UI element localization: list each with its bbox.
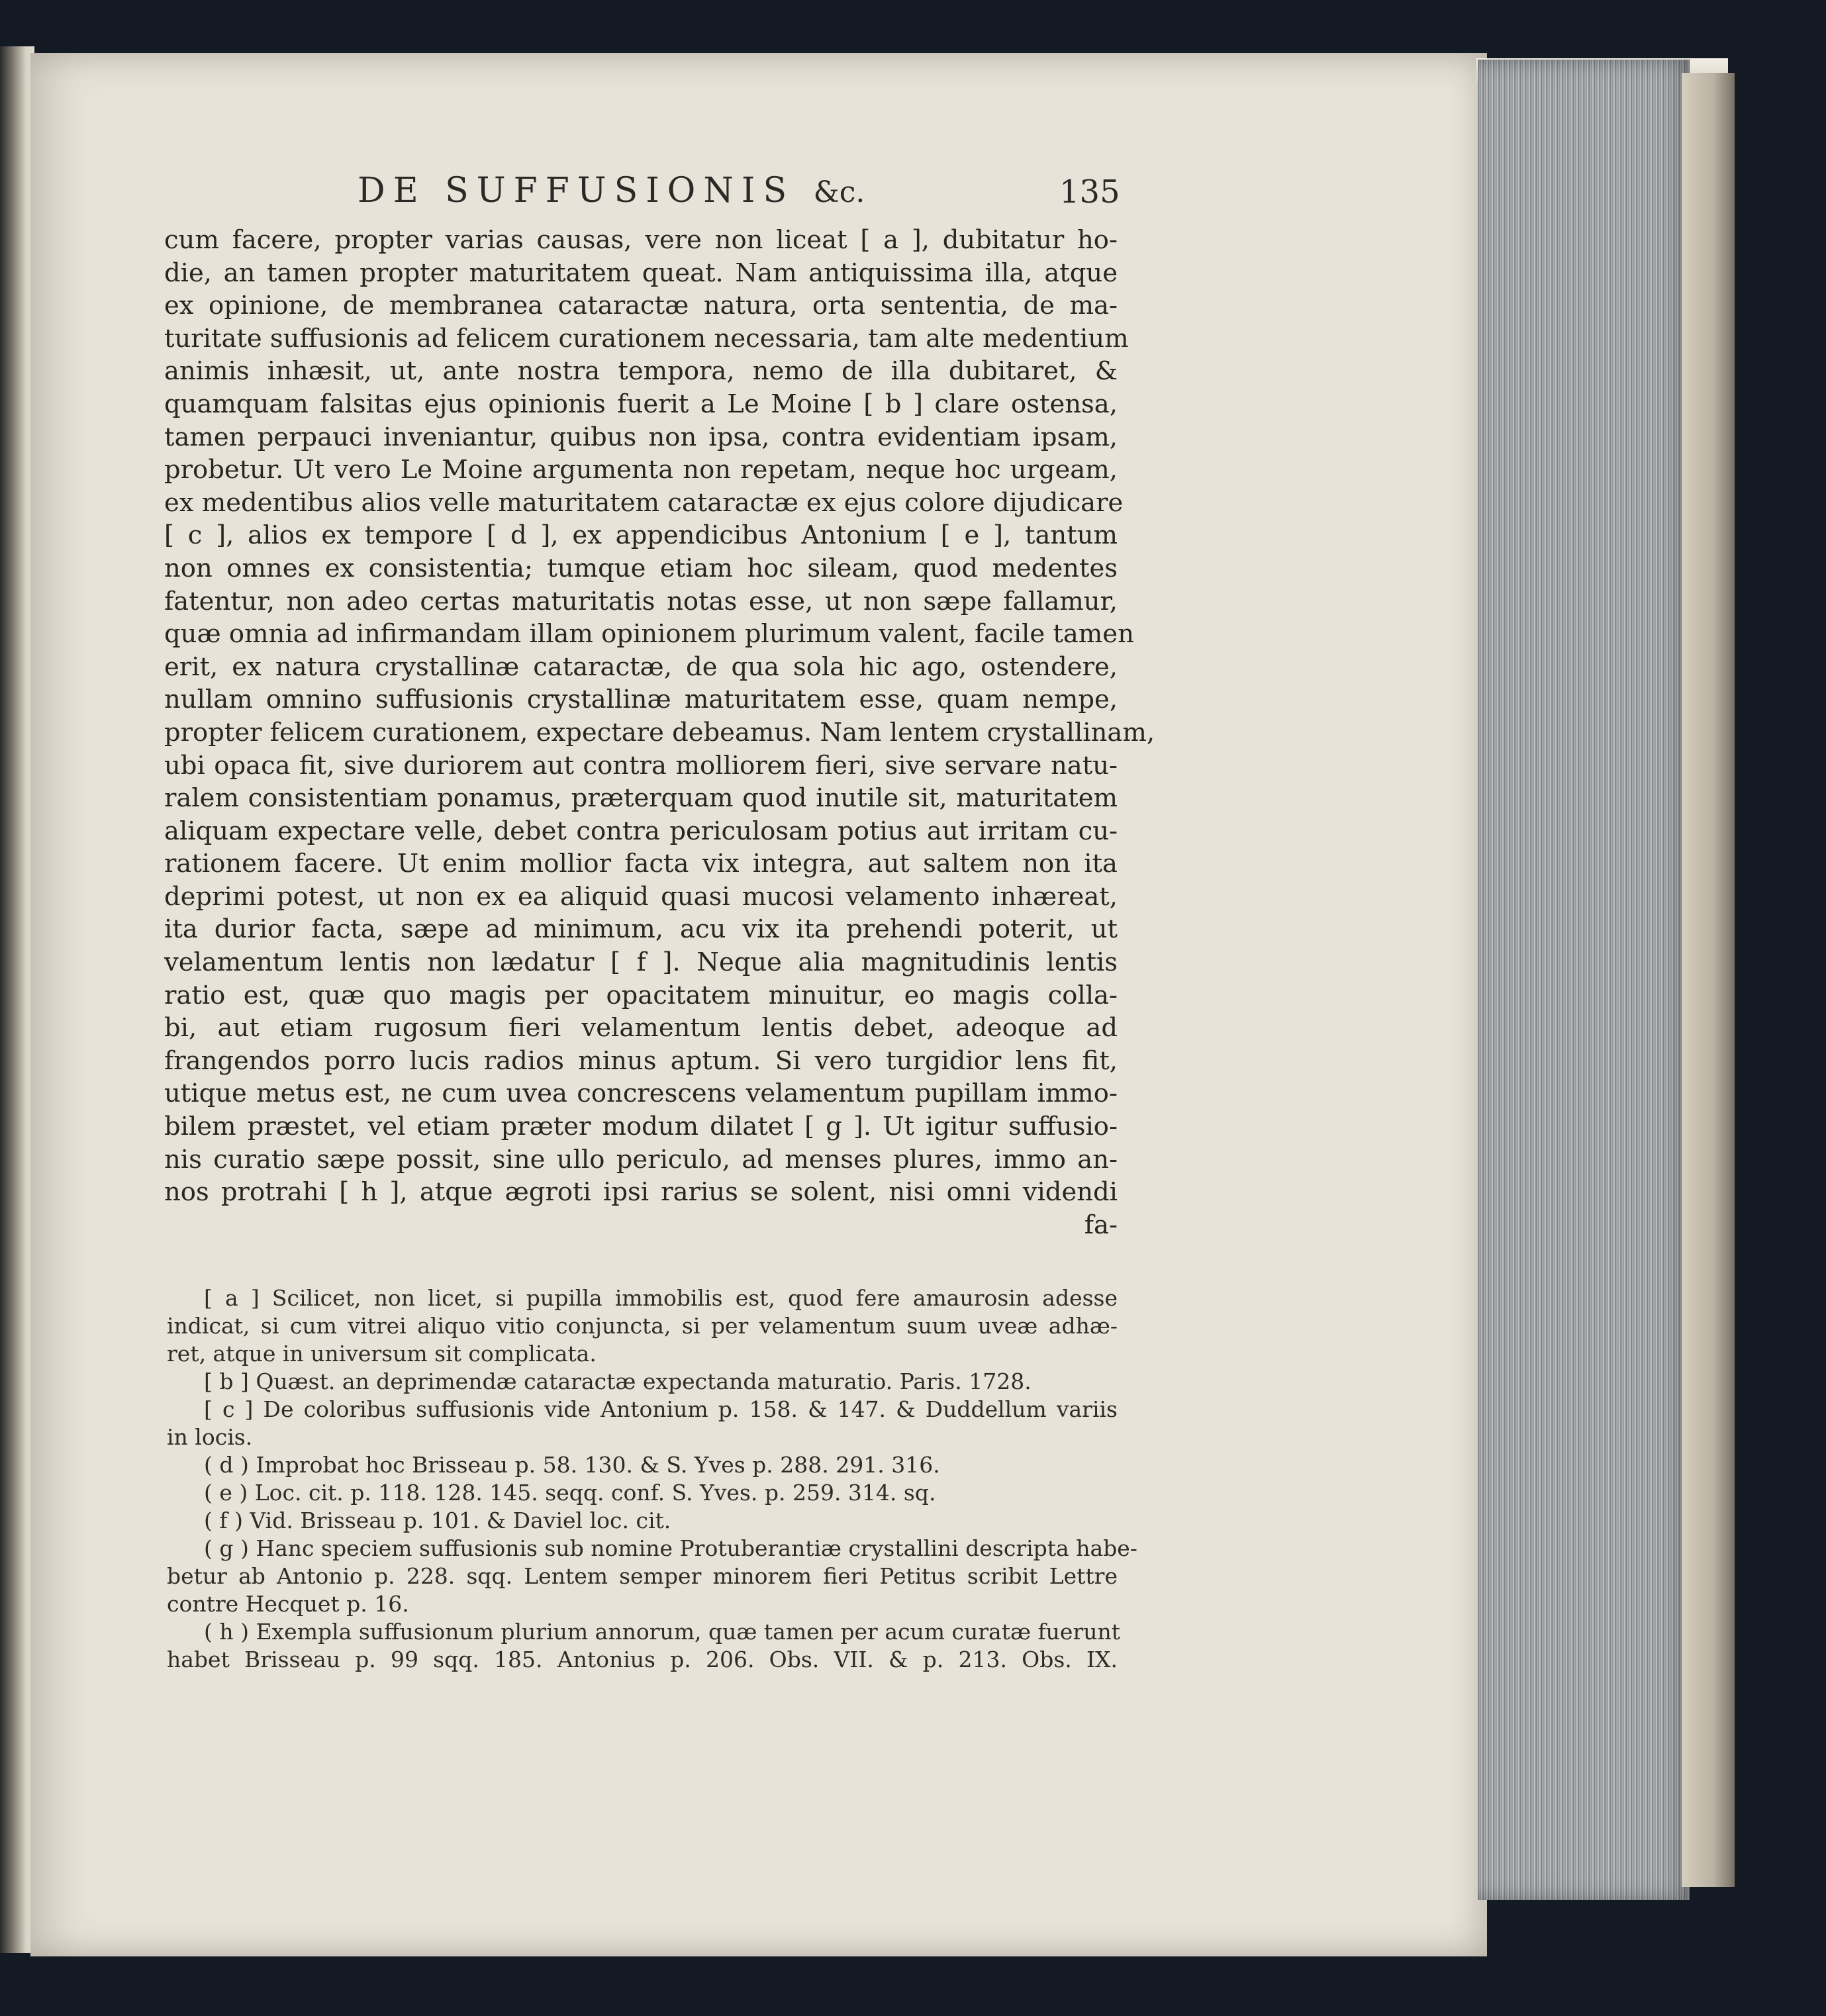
- text-line: ex medentibus alios velle maturitatem cataractæ ex ejus colore dijudicare: [164, 487, 1124, 518]
- text-line: cum facere, propter varias causas, vere non liceat [ a ], dubitatur ho-: [164, 225, 1118, 255]
- page-number: 135: [1059, 173, 1120, 211]
- footnote-line: contre Hecquet p. 16.: [167, 1591, 409, 1617]
- running-header: [358, 171, 1119, 217]
- footnote-line: ( g ) Hanc speciem suffusionis sub nomine Protuberantiæ crystallini descripta habe-: [204, 1535, 1137, 1561]
- footnotes: [167, 1284, 1137, 1674]
- footnote-line: ret, atque in universum sit complicata.: [167, 1341, 597, 1367]
- text-line: quamquam falsitas ejus opinionis fuerit a Le Moine [ b ] clare ostensa,: [164, 389, 1118, 419]
- text-line: nullam omnino suffusionis crystallinæ maturitatem esse, quam nempe,: [164, 685, 1118, 715]
- text-line: frangendos porro lucis radios minus aptum. Si vero turgidior lens fit,: [164, 1045, 1118, 1076]
- book-cover-edge: [1682, 73, 1735, 1887]
- footnote-line: habet Brisseau p. 99 sqq. 185. Antonius p. 206. Obs. VII. & p. 213. Obs. IX.: [167, 1647, 1118, 1672]
- text-line: [ c ], alios ex tempore [ d ], ex appendicibus Antonium [ e ], tantum: [164, 520, 1118, 551]
- catchword: fa-: [1084, 1210, 1118, 1240]
- text-line: bi, aut etiam rugosum fieri velamentum lentis debet, adeoque ad: [164, 1013, 1118, 1043]
- text-line: bilem præstet, vel etiam præter modum dilatet [ g ]. Ut igitur suffusio-: [164, 1112, 1118, 1142]
- text-line: animis inhæsit, ut, ante nostra tempora, nemo de illa dubitaret, &: [164, 356, 1118, 387]
- main-text: [164, 224, 1155, 1241]
- text-line: propter felicem curationem, expectare debeamus. Nam lentem crystallinam,: [164, 717, 1155, 747]
- text-line: quæ omnia ad infirmandam illam opinionem plurimum valent, facile tamen: [164, 619, 1134, 649]
- text-line: velamentum lentis non lædatur [ f ]. Neque alia magnitudinis lentis: [164, 947, 1118, 978]
- footnote-line: betur ab Antonio p. 228. sqq. Lentem semper minorem fieri Petitus scribit Lettre: [167, 1563, 1118, 1589]
- text-line: aliquam expectare velle, debet contra periculosam potius aut irritam cu-: [164, 816, 1118, 846]
- footnote-line: indicat, si cum vitrei aliquo vitio conjuncta, si per velamentum suum uveæ adhæ-: [167, 1313, 1118, 1339]
- text-line: ubi opaca fit, sive duriorem aut contra molliorem fieri, sive servare natu-: [164, 750, 1118, 781]
- footnote-line: in locis.: [167, 1424, 253, 1450]
- footnote-line: ( h ) Exempla suffusionum plurium annorum, quæ tamen per acum curatæ fuerunt: [204, 1619, 1121, 1645]
- text-line: non omnes ex consistentia; tumque etiam hoc sileam, quod medentes: [164, 553, 1118, 583]
- text-line: erit, ex natura crystallinæ cataractæ, de qua sola hic ago, ostendere,: [164, 651, 1118, 682]
- footnote-line: [ a ] Scilicet, non licet, si pupilla immobilis est, quod fere amaurosin adesse: [204, 1285, 1118, 1311]
- text-line: ratio est, quæ quo magis per opacitatem minuitur, eo magis colla-: [164, 980, 1118, 1010]
- text-line: fatentur, non adeo certas maturitatis notas esse, ut non sæpe fallamur,: [164, 586, 1118, 616]
- book-spine: [0, 46, 34, 1953]
- text-line: tamen perpauci inveniantur, quibus non ipsa, contra evidentiam ipsam,: [164, 422, 1118, 452]
- text-line: nos protrahi [ h ], atque ægroti ipsi rarius se solent, nisi omni videndi: [164, 1177, 1118, 1208]
- text-line: turitate suffusionis ad felicem curationem necessaria, tam alte medentium: [164, 323, 1129, 354]
- page-edges: [1478, 60, 1690, 1900]
- text-line: ralem consistentiam ponamus, præterquam quod inutile sit, maturitatem: [164, 783, 1118, 814]
- text-line: deprimi potest, ut non ex ea aliquid quasi mucosi velamento inhæreat,: [164, 881, 1118, 912]
- footnote-line: ( e ) Loc. cit. p. 118. 128. 145. seqq. conf. S. Yves. p. 259. 314. sq.: [204, 1480, 936, 1506]
- footnote-line: ( f ) Vid. Brisseau p. 101. & Daviel loc. cit.: [204, 1508, 671, 1533]
- text-line: probetur. Ut vero Le Moine argumenta non repetam, neque hoc urgeam,: [164, 455, 1118, 485]
- text-line: utique metus est, ne cum uvea concrescens velamentum pupillam immo-: [164, 1079, 1118, 1109]
- running-title: DE SUFFUSIONIS: [358, 171, 795, 211]
- footnote-line: [ c ] De coloribus suffusionis vide Antonium p. 158. & 147. & Duddellum variis: [204, 1396, 1118, 1422]
- text-line: ex opinione, de membranea cataractæ natura, orta sententia, de ma-: [164, 291, 1118, 321]
- text-line: rationem facere. Ut enim mollior facta vix integra, aut saltem non ita: [164, 849, 1118, 879]
- footnote-line: ( d ) Improbat hoc Brisseau p. 58. 130. & S. Yves p. 288. 291. 316.: [204, 1452, 940, 1478]
- text-line: nis curatio sæpe possit, sine ullo periculo, ad menses plures, immo an-: [164, 1144, 1118, 1175]
- text-line: die, an tamen propter maturitatem queat. Nam antiquissima illa, atque: [164, 258, 1118, 288]
- running-title-etc: &c.: [813, 175, 865, 209]
- footnote-line: [ b ] Quæst. an deprimendæ cataractæ expectanda maturatio. Paris. 1728.: [204, 1368, 1032, 1394]
- text-line: ita durior facta, sæpe ad minimum, acu vix ita prehendi poterit, ut: [164, 914, 1118, 945]
